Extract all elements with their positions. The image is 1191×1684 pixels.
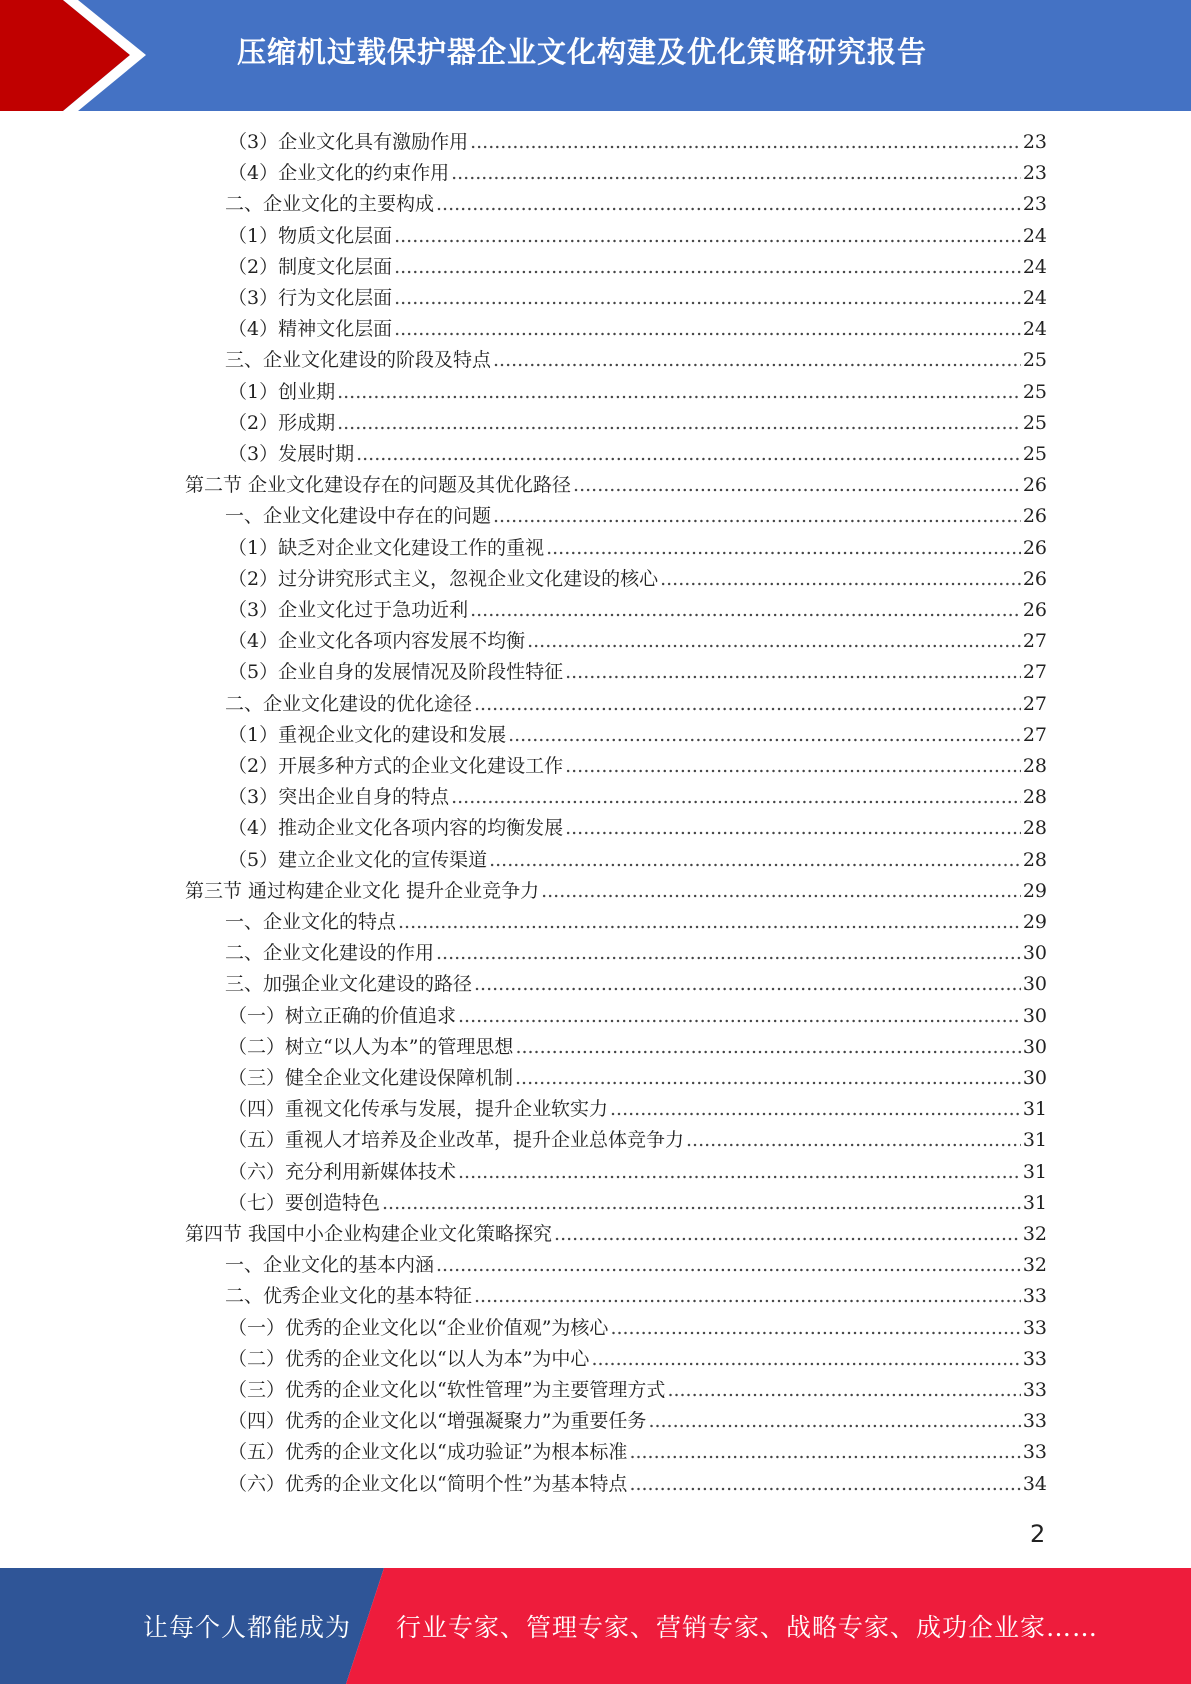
toc-entry-label: （4）企业文化各项内容发展不均衡 [228,630,526,653]
toc-entry[interactable] [228,439,1047,470]
toc-entry[interactable] [228,626,1047,657]
toc-entry-page: 26 [1022,505,1047,528]
toc-entry-page: 26 [1022,567,1047,590]
toc-entry-page: 29 [1022,879,1047,902]
toc-entry[interactable] [228,1406,1047,1437]
toc-entry[interactable] [185,876,1047,907]
toc-entry[interactable] [228,845,1047,876]
toc-entry-page: 33 [1022,1441,1047,1464]
toc-entry-label: 三、加强企业文化建设的路径 [225,973,473,996]
toc-entry-page: 23 [1022,131,1047,153]
toc-entry-label: （五）重视人才培养及企业改革，提升企业总体竞争力 [228,1129,685,1152]
toc-entry-page: 30 [1022,1067,1047,1089]
toc-entry-label: 二、企业文化建设的作用 [225,942,435,965]
toc-dot-leader [489,845,1021,876]
toc-dot-leader [394,252,1021,283]
toc-entry[interactable] [225,689,1047,720]
toc-entry[interactable] [225,938,1047,969]
toc-entry-label: （4）精神文化层面 [228,318,393,341]
toc-entry-label: （4）企业文化的约束作用 [228,162,450,185]
toc-entry-page: 26 [1022,474,1047,497]
toc-entry-label: （2）开展多种方式的企业文化建设工作 [228,755,564,777]
toc-entry[interactable] [228,813,1047,844]
toc-entry-label: （二）优秀的企业文化以“以人为本”为中心 [228,1347,590,1370]
toc-entry[interactable] [228,1094,1047,1125]
toc-dot-leader [493,501,1021,532]
page-footer [0,1568,1191,1684]
toc-entry[interactable] [225,345,1047,376]
toc-entry-page: 32 [1022,1254,1047,1277]
toc-entry[interactable] [228,408,1047,439]
toc-entry-label: （一）树立正确的价值追求 [228,1004,457,1027]
toc-entry-page: 25 [1022,380,1047,403]
toc-entry-label: （1）缺乏对企业文化建设工作的重视 [228,536,545,559]
toc-entry[interactable] [228,1313,1047,1344]
toc-entry-page: 31 [1022,1160,1047,1183]
toc-entry-page: 23 [1022,162,1047,185]
toc-entry-label: 二、优秀企业文化的基本特征 [225,1285,473,1308]
document-title: 压缩机过载保护器企业文化构建及优化策略研究报告 [237,35,928,69]
toc-dot-leader [686,1125,1021,1156]
toc-entry[interactable] [228,1437,1047,1468]
toc-entry-page: 31 [1022,1129,1047,1152]
toc-entry-label: 第二节 企业文化建设存在的问题及其优化路径 [185,474,572,497]
toc-dot-leader [610,1094,1021,1125]
toc-entry-label: 第四节 我国中小企业构建企业文化策略探究 [185,1223,553,1245]
toc-entry-label: （2）过分讲究形式主义，忽视企业文化建设的核心 [228,567,659,590]
toc-dot-leader [493,345,1021,376]
toc-entry-page: 28 [1022,786,1047,809]
toc-entry-page: 28 [1022,817,1047,840]
toc-entry-label: 一、企业文化的特点 [225,911,397,933]
toc-entry-page: 26 [1022,599,1047,621]
toc-entry-label: 一、企业文化建设中存在的问题 [225,505,492,528]
toc-entry[interactable] [228,751,1047,782]
toc-entry[interactable] [228,1032,1047,1063]
toc-entry-page: 27 [1022,723,1047,746]
toc-dot-leader [629,1437,1020,1468]
toc-dot-leader [508,720,1021,751]
toc-dot-leader [515,1032,1020,1063]
toc-entry[interactable] [225,1250,1047,1281]
toc-entry[interactable] [228,782,1047,813]
toc-entry-label: （5）建立企业文化的宣传渠道 [228,848,488,871]
toc-dot-leader [436,1250,1021,1281]
toc-dot-leader [554,1219,1021,1250]
toc-entry[interactable] [228,1188,1047,1219]
toc-entry-page: 26 [1022,536,1047,559]
toc-entry-label: 一、企业文化的基本内涵 [225,1254,435,1277]
toc-entry-page: 34 [1022,1472,1047,1495]
toc-entry-label: 三、企业文化建设的阶段及特点 [225,349,492,372]
toc-entry-label: （3）突出企业自身的特点 [228,786,450,809]
toc-dot-leader [541,876,1021,907]
toc-dot-leader [591,1344,1020,1375]
toc-dot-leader [565,813,1021,844]
toc-dot-leader [515,1063,1021,1094]
toc-entry[interactable] [228,1063,1047,1094]
toc-entry-label: （二）树立“以人为本”的管理思想 [228,1035,514,1058]
toc-entry-page: 24 [1022,287,1047,309]
toc-dot-leader [573,470,1021,501]
toc-entry[interactable] [228,1375,1047,1406]
toc-entry-page: 30 [1022,942,1047,965]
toc-entry-page: 28 [1022,848,1047,871]
toc-dot-leader [629,1469,1020,1500]
toc-entry-label: （三）健全企业文化建设保障机制 [228,1067,514,1089]
toc-entry[interactable] [225,189,1047,220]
toc-dot-leader [436,938,1021,969]
toc-dot-leader [451,158,1021,189]
toc-entry[interactable] [228,1001,1047,1032]
toc-dot-leader [648,1406,1020,1437]
toc-entry-page: 27 [1022,692,1047,715]
toc-entry-label: （五）优秀的企业文化以“成功验证”为根本标准 [228,1441,628,1464]
toc-entry-label: （3）企业文化具有激励作用 [228,131,469,153]
toc-dot-leader [527,626,1021,657]
toc-entry[interactable] [228,158,1047,189]
toc-entry-label: （3）发展时期 [228,443,355,465]
toc-entry-label: （2）制度文化层面 [228,255,393,278]
toc-entry[interactable] [228,377,1047,408]
toc-entry-page: 33 [1022,1410,1047,1433]
toc-entry-label: （1）物质文化层面 [228,224,393,247]
toc-dot-leader [667,1375,1020,1406]
toc-dot-leader [546,533,1021,564]
toc-entry-label: （1）创业期 [228,380,336,403]
toc-dot-leader [394,283,1021,314]
toc-dot-leader [458,1001,1021,1032]
toc-entry-page: 27 [1022,661,1047,684]
toc-entry[interactable] [228,314,1047,345]
footer-slogan-right: 行业专家、管理专家、营销专家、战略专家、成功企业家…… [396,1613,1099,1642]
toc-entry-label: （1）重视企业文化的建设和发展 [228,723,507,746]
toc-dot-leader [474,969,1021,1000]
toc-entry[interactable] [228,595,1047,626]
toc-entry-page: 24 [1022,224,1047,247]
toc-entry[interactable] [225,501,1047,532]
toc-entry-page: 32 [1022,1223,1047,1245]
toc-entry[interactable] [225,1281,1047,1312]
toc-entry-page: 33 [1022,1285,1047,1308]
toc-entry-label: 二、企业文化建设的优化途径 [225,692,473,715]
toc-dot-leader [398,907,1021,938]
toc-dot-leader [474,689,1021,720]
toc-entry[interactable] [228,283,1047,314]
toc-entry-page: 30 [1022,1035,1047,1058]
toc-entry[interactable] [225,969,1047,1000]
toc-entry[interactable] [228,1157,1047,1188]
toc-dot-leader [565,751,1021,782]
toc-entry-page: 33 [1022,1347,1047,1370]
toc-entry-label: （六）优秀的企业文化以“简明个性”为基本特点 [228,1472,628,1495]
toc-entry[interactable] [228,1469,1047,1500]
toc-dot-leader [436,189,1021,220]
toc-entry-label: 第三节 通过构建企业文化 提升企业竞争力 [185,879,540,902]
toc-entry-page: 31 [1022,1098,1047,1121]
toc-entry[interactable] [185,1219,1047,1250]
toc-dot-leader [451,782,1021,813]
toc-entry-page: 24 [1022,318,1047,341]
page-header [0,0,1191,111]
header-arrow-decoration [0,0,160,111]
toc-entry-page: 31 [1022,1191,1047,1214]
toc-dot-leader [356,439,1021,470]
toc-dot-leader [394,314,1021,345]
toc-dot-leader [394,221,1021,252]
toc-entry-page: 29 [1022,911,1047,933]
toc-entry-label: （四）优秀的企业文化以“增强凝聚力”为重要任务 [228,1410,647,1433]
page-number: 2 [1030,1520,1046,1548]
toc-dot-leader [474,1281,1021,1312]
toc-entry-page: 27 [1022,630,1047,653]
toc-dot-leader [337,377,1021,408]
toc-dot-leader [458,1157,1021,1188]
toc-entry-page: 25 [1022,411,1047,434]
toc-entry-label: （一）优秀的企业文化以“企业价值观”为核心 [228,1316,609,1339]
toc-entry-label: （四）重视文化传承与发展，提升企业软实力 [228,1098,609,1121]
toc-entry[interactable] [228,720,1047,751]
toc-entry[interactable] [185,470,1047,501]
toc-entry[interactable] [228,564,1047,595]
toc-dot-leader [337,408,1021,439]
toc-entry-page: 33 [1022,1379,1047,1401]
toc-entry-page: 28 [1022,755,1047,777]
toc-entry[interactable] [228,1125,1047,1156]
toc-entry[interactable] [228,533,1047,564]
toc-dot-leader [470,127,1021,158]
toc-entry[interactable] [228,221,1047,252]
toc-entry[interactable] [225,907,1047,938]
toc-entry-label: （3）企业文化过于急功近利 [228,599,469,621]
toc-entry-label: （5）企业自身的发展情况及阶段性特征 [228,661,564,684]
toc-entry-label: （3）行为文化层面 [228,287,393,309]
toc-entry-page: 33 [1022,1316,1047,1339]
toc-dot-leader [470,595,1021,626]
toc-dot-leader [660,564,1021,595]
toc-entry-page: 23 [1022,193,1047,216]
toc-entry-label: 二、企业文化的主要构成 [225,193,435,216]
toc-entry-page: 25 [1022,443,1047,465]
toc-entry[interactable] [228,1344,1047,1375]
toc-entry-page: 25 [1022,349,1047,372]
toc-entry-label: （4）推动企业文化各项内容的均衡发展 [228,817,564,840]
toc-entry-label: （三）优秀的企业文化以“软性管理”为主要管理方式 [228,1379,666,1401]
toc-dot-leader [382,1188,1021,1219]
footer-slogan-left: 让每个人都能成为 [143,1613,352,1642]
toc-entry-page: 30 [1022,1004,1047,1027]
toc-dot-leader [565,657,1021,688]
toc-entry-page: 30 [1022,973,1047,996]
toc-entry[interactable] [228,657,1047,688]
toc-dot-leader [610,1313,1020,1344]
toc-entry-label: （七）要创造特色 [228,1191,381,1214]
toc-entry-page: 24 [1022,255,1047,278]
toc-entry[interactable] [228,127,1047,158]
toc-entry[interactable] [228,252,1047,283]
toc-entry-label: （六）充分利用新媒体技术 [228,1160,457,1183]
toc-entry-label: （2）形成期 [228,411,336,434]
